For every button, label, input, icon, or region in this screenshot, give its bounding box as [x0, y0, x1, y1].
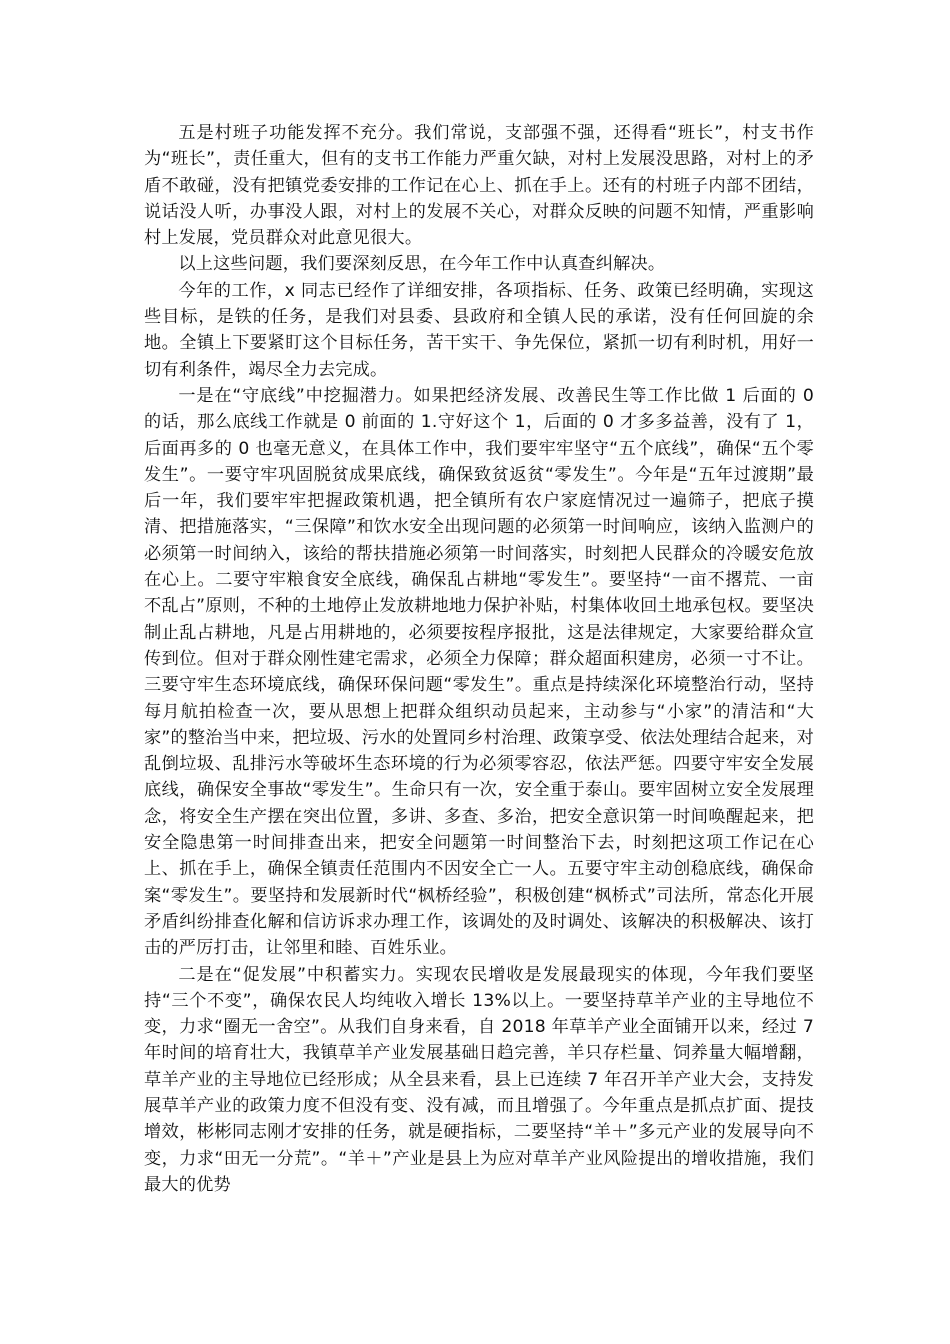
- paragraph-promote-development: 二是在“促发展”中积蓄实力。实现农民增收是发展最现实的体现，今年我们要坚持“三个不变”，确保农民人均纯收入增长 13%以上。一要坚持草羊产业的主导地位不变，力求“圈无一舍空”。从我们自身来看，自 2018 年草羊产业全面铺开以来，经过 7 年时间的培育壮大，我镇草羊产业发展基础日趋完善，羊只存栏量、饲养量大幅增翻，草羊产业的主导地位已经形成；从全县来看，县上已连续 7 年召开羊产业大会，支持发展草羊产业的政策力度不但没有变、没有减，而且增强了。今年重点是抓点扩面、提技增效，彬彬同志刚才安排的任务，就是硬指标，二要坚持“羊＋”多元产业的发展导向不变，力求“田无一分荒”。“羊＋”产业是县上为应对草羊产业风险提出的增收措施，我们最大的优势: [144, 964, 814, 1195]
- paragraph-annual-work: 今年的工作，x 同志已经作了详细安排，各项指标、任务、政策已经明确，实现这些目标，是铁的任务，是我们对县委、县政府和全镇人民的承诺，没有任何回旋的余地。全镇上下要紧盯这个目标任务，苦干实干、争先保位，紧抓一切有利时机，用好一切有利条件，竭尽全力去完成。: [144, 280, 814, 380]
- document-body: [144, 120, 814, 1198]
- paragraph-village-committee: 五是村班子功能发挥不充分。我们常说，支部强不强，还得看“班长”，村支书作为“班长”，责任重大，但有的支书工作能力严重欠缺，对村上发展没思路，对村上的矛盾不敢碰，没有把镇党委安排的工作记在心上、抓在手上。还有的村班子内部不团结，说话没人听，办事没人跟，对村上的发展不关心，对群众反映的问题不知情，严重影响村上发展，党员群众对此意见很大。: [144, 123, 814, 249]
- paragraph-bottom-line: 一是在“守底线”中挖掘潜力。如果把经济发展、改善民生等工作比做 1 后面的 0 的话，那么底线工作就是 0 前面的 1.守好这个 1，后面的 0 才多多益善，没有了 1，后面再多的 0 也毫无意义，在具体工作中，我们要牢牢坚守“五个底线”，确保“五个零发生”。一要守牢巩固脱贫成果底线，确保致贫返贫“零发生”。今年是“五年过渡期”最后一年，我们要牢牢把握政策机遇，把全镇所有农户家庭情况过一遍筛子，把底子摸清、把措施落实，“三保障”和饮水安全出现问题的必须第一时间响应，该纳入监测户的必须第一时间纳入，该给的帮扶措施必须第一时间落实，时刻把人民群众的冷暖安危放在心上。二要守牢粮食安全底线，确保乱占耕地“零发生”。要坚持“一亩不撂荒、一亩不乱占”原则，不种的土地停止发放耕地地力保护补贴，村集体收回土地承包权。要坚决制止乱占耕地，凡是占用耕地的，必须要按程序报批，这是法律规定，大家要给群众宣传到位。但对于群众刚性建宅需求，必须全力保障；群众超面积建房，必须一寸不让。三要守牢生态环境底线，确保环保问题“零发生”。重点是持续深化环境整治行动，坚持每月航拍检查一次，要从思想上把群众组织动员起来，主动参与“小家”的清洁和“大家”的整治当中来，把垃圾、污水的处置同乡村治理、政策享受、依法处理结合起来，对乱倒垃圾、乱排污水等破坏生态环境的行为必须零容忍，依法严惩。四要守牢安全发展底线，确保安全事故“零发生”。生命只有一次，安全重于泰山。要牢固树立安全发展理念，将安全生产摆在突出位置，多讲、多查、多治，把安全意识第一时间唤醒起来，把安全隐患第一时间排查出来，把安全问题第一时间整治下去，时刻把这项工作记在心上、抓在手上，确保全镇责任范围内不因安全亡一人。五要守牢主动创稳底线，确保命案“零发生”。要坚持和发展新时代“枫桥经验”，积极创建“枫桥式”司法所，常态化开展矛盾纠纷排查化解和信访诉求办理工作，该调处的及时调处、该解决的积极解决、该打击的严厉打击，让邻里和睦、百姓乐业。: [144, 385, 814, 959]
- paragraph-reflection: 以上这些问题，我们要深刻反思，在今年工作中认真查纠解决。: [178, 254, 666, 275]
